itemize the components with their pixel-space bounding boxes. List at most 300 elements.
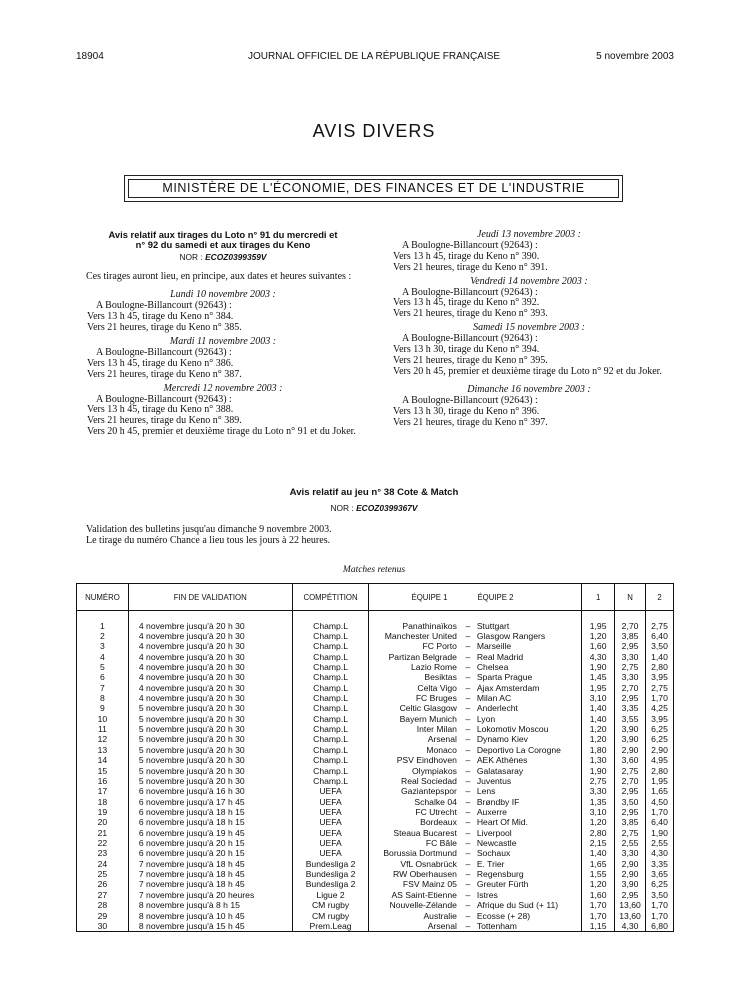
issue-date: 5 novembre 2003 [596, 51, 674, 62]
day-line: Vers 21 heures, tirage du Keno n° 385. [87, 322, 242, 334]
day-line: Vers 13 h 45, tirage du Keno n° 390. [393, 250, 540, 262]
team-separator: – [465, 775, 471, 786]
odds-n: 2,95 [615, 890, 646, 900]
team-separator: – [465, 817, 471, 828]
ministry-heading: MINISTÈRE DE L'ÉCONOMIE, DES FINANCES ET DE L'INDUSTRIE [124, 175, 623, 202]
team-1: RW Oberhausen [369, 869, 461, 879]
team-separator: – [465, 806, 471, 817]
validation-deadline: 6 novembre jusqu'à 17 h 45 [128, 797, 292, 807]
team-separator: – [465, 765, 471, 776]
team-1: Bordeaux [369, 817, 461, 827]
odds-1: 1,40 [582, 703, 615, 713]
odds-n: 2,75 [615, 662, 646, 672]
validation-deadline: 6 novembre jusqu'à 18 h 15 [128, 817, 292, 827]
odds-n: 3,90 [615, 724, 646, 734]
match-number: 8 [77, 693, 129, 703]
competition: Champ.L [292, 724, 369, 734]
odds-2: 2,80 [646, 766, 674, 776]
team-2: Anderlecht [475, 703, 582, 713]
team-1: FC Bruges [369, 693, 461, 703]
team-2: Ajax Amsterdam [475, 683, 582, 693]
odds-1: 1,65 [582, 859, 615, 869]
validation-deadline: 4 novembre jusqu'à 20 h 30 [128, 662, 292, 672]
table-row [77, 714, 674, 724]
team-separator: – [465, 920, 471, 931]
day-line: Vers 21 heures, tirage du Keno n° 393. [393, 308, 548, 320]
team-separator: – [465, 869, 471, 880]
table-row [77, 672, 674, 682]
team-1: Steaua Bucarest [369, 828, 461, 838]
odds-n: 2,75 [615, 766, 646, 776]
team-separator: – [465, 651, 471, 662]
validation-deadline: 4 novembre jusqu'à 20 h 30 [128, 641, 292, 651]
day-place: A Boulogne-Billancourt (92643) : [96, 346, 232, 358]
competition: CM rugby [292, 911, 369, 921]
day-place: A Boulogne-Billancourt (92643) : [402, 333, 538, 345]
odds-2: 1,70 [646, 911, 674, 921]
table-row [77, 683, 674, 693]
odds-1: 1,90 [582, 662, 615, 672]
team-separator: – [465, 744, 471, 755]
validation-deadline: 4 novembre jusqu'à 20 h 30 [128, 693, 292, 703]
day-line: Vers 13 h 30, tirage du Keno n° 396. [393, 405, 540, 417]
team-separator: – [465, 848, 471, 859]
odds-1: 2,80 [582, 828, 615, 838]
competition: UEFA [292, 807, 369, 817]
odds-2: 3,95 [646, 672, 674, 682]
competition: Champ.L [292, 693, 369, 703]
match-number: 10 [77, 714, 129, 724]
odds-1: 1,60 [582, 890, 615, 900]
team-1: Inter Milan [369, 724, 461, 734]
team-separator: – [465, 838, 471, 849]
day-place: A Boulogne-Billancourt (92643) : [402, 286, 538, 298]
team-2: Marseille [475, 641, 582, 651]
odds-n: 2,95 [615, 641, 646, 651]
validation-deadline: 5 novembre jusqu'à 20 h 30 [128, 703, 292, 713]
avis2-chance-text: Le tirage du numéro Chance a lieu tous les jours à 22 heures. [86, 535, 331, 546]
team-2: Auxerre [475, 807, 582, 817]
odds-n: 2,90 [615, 859, 646, 869]
odds-2: 4,50 [646, 797, 674, 807]
validation-deadline: 4 novembre jusqu'à 20 h 30 [128, 683, 292, 693]
validation-deadline: 4 novembre jusqu'à 20 h 30 [128, 631, 292, 641]
odds-1: 1,95 [582, 683, 615, 693]
team-separator: – [465, 827, 471, 838]
odds-2: 2,80 [646, 662, 674, 672]
match-number: 20 [77, 817, 129, 827]
nor-label: NOR : [330, 503, 354, 513]
match-number: 22 [77, 838, 129, 848]
validation-deadline: 8 novembre jusqu'à 10 h 45 [128, 911, 292, 921]
col-header-team2: ÉQUIPE 2 [477, 592, 514, 602]
match-number: 16 [77, 776, 129, 786]
match-number: 14 [77, 755, 129, 765]
day-date: Mercredi 12 novembre 2003 : [163, 382, 283, 394]
match-number: 18 [77, 797, 129, 807]
match-number: 24 [77, 859, 129, 869]
odds-2: 2,75 [646, 683, 674, 693]
team-1: Borussia Dortmund [369, 848, 461, 858]
odds-n: 2,95 [615, 693, 646, 703]
team-separator: – [465, 713, 471, 724]
avis1-title-line2: n° 92 du samedi et aux tirages du Keno [135, 239, 311, 251]
team-1: Monaco [369, 745, 461, 755]
team-separator: – [465, 796, 471, 807]
odds-1: 3,10 [582, 807, 615, 817]
team-2: Galatasaray [475, 766, 582, 776]
nor-label: NOR : [179, 251, 203, 262]
odds-2: 3,50 [646, 641, 674, 651]
match-number: 2 [77, 631, 129, 641]
avis2-title: Avis relatif au jeu n° 38 Cote & Match [289, 487, 459, 498]
team-1: FC Porto [369, 641, 461, 651]
match-number: 5 [77, 662, 129, 672]
validation-deadline: 5 novembre jusqu'à 20 h 30 [128, 734, 292, 744]
odds-2: 6,40 [646, 631, 674, 641]
col-header-num: NUMÉRO [77, 584, 129, 611]
validation-deadline: 5 novembre jusqu'à 20 h 30 [128, 776, 292, 786]
team-separator: – [465, 724, 471, 735]
competition: Champ.L [292, 766, 369, 776]
match-number: 29 [77, 911, 129, 921]
competition: Champ.L [292, 714, 369, 724]
day-place: A Boulogne-Billancourt (92643) : [402, 239, 538, 251]
validation-deadline: 6 novembre jusqu'à 16 h 30 [128, 786, 292, 796]
validation-deadline: 6 novembre jusqu'à 20 h 15 [128, 838, 292, 848]
odds-n: 3,30 [615, 672, 646, 682]
team-1: Bayern Munich [369, 714, 461, 724]
odds-1: 1,40 [582, 848, 615, 858]
table-row [77, 621, 674, 631]
validation-deadline: 5 novembre jusqu'à 20 h 30 [128, 724, 292, 734]
competition: Champ.L [292, 776, 369, 786]
team-2: Regensburg [475, 869, 582, 879]
odds-2: 1,95 [646, 776, 674, 786]
team-1: Manchester United [369, 631, 461, 641]
odds-n: 2,75 [615, 828, 646, 838]
day-line: Vers 21 heures, tirage du Keno n° 389. [87, 415, 242, 427]
odds-n: 4,30 [615, 921, 646, 932]
col-header-teams [369, 584, 582, 611]
team-1: Gaziantepspor [369, 786, 461, 796]
table-row [77, 921, 674, 932]
competition: Champ.L [292, 631, 369, 641]
odds-2: 4,30 [646, 848, 674, 858]
competition: Champ.L [292, 755, 369, 765]
odds-n: 2,70 [615, 621, 646, 631]
odds-n: 13,60 [615, 900, 646, 910]
validation-deadline: 5 novembre jusqu'à 20 h 30 [128, 745, 292, 755]
table-row [77, 807, 674, 817]
validation-deadline: 5 novembre jusqu'à 20 h 30 [128, 714, 292, 724]
competition: Champ.L [292, 745, 369, 755]
team-2: Glasgow Rangers [475, 631, 582, 641]
table-row [77, 859, 674, 869]
odds-1: 1,20 [582, 879, 615, 889]
team-2: Real Madrid [475, 652, 582, 662]
odds-2: 6,80 [646, 921, 674, 932]
validation-deadline: 7 novembre jusqu'à 18 h 45 [128, 879, 292, 889]
odds-2: 2,55 [646, 838, 674, 848]
odds-n: 2,70 [615, 776, 646, 786]
competition: UEFA [292, 797, 369, 807]
validation-deadline: 7 novembre jusqu'à 20 heures [128, 890, 292, 900]
team-separator: – [465, 703, 471, 714]
nor-code: ECOZ0399359V [205, 251, 267, 262]
table-row [77, 900, 674, 910]
match-number: 25 [77, 869, 129, 879]
team-1: Panathinaïkos [369, 621, 461, 631]
match-number: 21 [77, 828, 129, 838]
team-separator: – [465, 641, 471, 652]
odds-1: 4,30 [582, 652, 615, 662]
odds-n: 3,55 [615, 714, 646, 724]
competition: Bundesliga 2 [292, 879, 369, 889]
match-number: 7 [77, 683, 129, 693]
validation-deadline: 4 novembre jusqu'à 20 h 30 [128, 652, 292, 662]
validation-deadline: 8 novembre jusqu'à 15 h 45 [128, 921, 292, 932]
day-line: Vers 20 h 45, premier et deuxième tirage du Loto n° 92 et du Joker. [393, 365, 662, 377]
day-line: Vers 13 h 45, tirage du Keno n° 388. [87, 404, 234, 416]
odds-2: 2,75 [646, 621, 674, 631]
team-1: Australie [369, 911, 461, 921]
table-row [77, 734, 674, 744]
match-number: 13 [77, 745, 129, 755]
matches-table [76, 583, 674, 932]
odds-n: 3,35 [615, 703, 646, 713]
table-row [77, 641, 674, 651]
nor-code: ECOZ0399367V [356, 503, 418, 513]
table-row [77, 848, 674, 858]
team-separator: – [465, 910, 471, 921]
team-2: Lens [475, 786, 582, 796]
team-1: PSV Eindhoven [369, 755, 461, 765]
odds-n: 2,90 [615, 745, 646, 755]
team-1: Nouvelle-Zélande [369, 900, 461, 910]
team-1: FSV Mainz 05 [369, 879, 461, 889]
team-2: Milan AC [475, 693, 582, 703]
day-line: Vers 13 h 45, tirage du Keno n° 384. [87, 311, 234, 323]
col-header-oddn: N [615, 584, 646, 611]
table-row [77, 911, 674, 921]
team-separator: – [465, 889, 471, 900]
competition: Bundesliga 2 [292, 859, 369, 869]
odds-n: 3,90 [615, 734, 646, 744]
team-2: Lokomotiv Moscou [475, 724, 582, 734]
odds-n: 2,95 [615, 786, 646, 796]
col-header-odd1: 1 [582, 584, 615, 611]
odds-1: 1,40 [582, 714, 615, 724]
odds-n: 3,50 [615, 797, 646, 807]
table-row [77, 879, 674, 889]
team-2: Brøndby IF [475, 797, 582, 807]
team-2: Ecosse (+ 28) [475, 911, 582, 921]
team-1: Celta Vigo [369, 683, 461, 693]
odds-2: 1,70 [646, 900, 674, 910]
competition: Champ.L [292, 672, 369, 682]
match-number: 26 [77, 879, 129, 889]
table-row [77, 703, 674, 713]
competition: Prem.Leag [292, 921, 369, 932]
odds-2: 6,25 [646, 724, 674, 734]
team-separator: – [465, 672, 471, 683]
team-1: Arsenal [369, 734, 461, 744]
team-2: Afrique du Sud (+ 11) [475, 900, 582, 910]
competition: Champ.L [292, 734, 369, 744]
team-1: Besiktas [369, 672, 461, 682]
table-caption: Matches retenus [342, 565, 406, 575]
validation-deadline: 6 novembre jusqu'à 19 h 45 [128, 828, 292, 838]
competition: CM rugby [292, 900, 369, 910]
team-2: Tottenham [475, 921, 582, 932]
team-1: Celtic Glasgow [369, 703, 461, 713]
avis1-nor [76, 252, 370, 263]
team-separator: – [465, 755, 471, 766]
match-number: 12 [77, 734, 129, 744]
team-separator: – [465, 661, 471, 672]
team-2: Sparta Prague [475, 672, 582, 682]
odds-2: 1,40 [646, 652, 674, 662]
validation-deadline: 4 novembre jusqu'à 20 h 30 [128, 672, 292, 682]
day-date: Mardi 11 novembre 2003 : [169, 336, 277, 348]
team-2: Istres [475, 890, 582, 900]
team-1: Schalke 04 [369, 797, 461, 807]
table-row [77, 869, 674, 879]
match-number: 4 [77, 652, 129, 662]
team-2: Sochaux [475, 848, 582, 858]
team-separator: – [465, 620, 471, 631]
odds-1: 1,20 [582, 631, 615, 641]
table-row [77, 652, 674, 662]
odds-n: 3,85 [615, 817, 646, 827]
validation-deadline: 5 novembre jusqu'à 20 h 30 [128, 755, 292, 765]
table-row [77, 786, 674, 796]
odds-2: 6,25 [646, 879, 674, 889]
team-separator: – [465, 900, 471, 911]
odds-1: 1,55 [582, 869, 615, 879]
competition: UEFA [292, 838, 369, 848]
team-1: FC Utrecht [369, 807, 461, 817]
table-row [77, 693, 674, 703]
day-line: Vers 13 h 30, tirage du Keno n° 394. [393, 344, 540, 356]
journal-title: JOURNAL OFFICIEL DE LA RÉPUBLIQUE FRANÇAISE [247, 51, 501, 62]
odds-1: 2,75 [582, 776, 615, 786]
team-2: Stuttgart [475, 621, 582, 631]
odds-n: 2,55 [615, 838, 646, 848]
table-row [77, 838, 674, 848]
team-2: Juventus [475, 776, 582, 786]
team-1: AS Saint-Etienne [369, 890, 461, 900]
table-row [77, 662, 674, 672]
team-separator: – [465, 879, 471, 890]
odds-n: 3,30 [615, 848, 646, 858]
match-number: 6 [77, 672, 129, 682]
odds-2: 2,90 [646, 745, 674, 755]
avis1-intro: Ces tirages auront lieu, en principe, aux dates et heures suivantes : [86, 270, 352, 282]
col-header-sep [461, 593, 475, 602]
odds-2: 4,25 [646, 703, 674, 713]
team-2: Liverpool [475, 828, 582, 838]
odds-2: 4,95 [646, 755, 674, 765]
validation-deadline: 4 novembre jusqu'à 20 h 30 [128, 621, 292, 631]
odds-1: 1,45 [582, 672, 615, 682]
odds-1: 3,10 [582, 693, 615, 703]
validation-deadline: 7 novembre jusqu'à 18 h 45 [128, 869, 292, 879]
avis1-left-column [76, 230, 370, 438]
competition: Ligue 2 [292, 890, 369, 900]
col-header-fin: FIN DE VALIDATION [128, 584, 292, 611]
odds-2: 6,40 [646, 817, 674, 827]
odds-n: 13,60 [615, 911, 646, 921]
odds-2: 6,25 [646, 734, 674, 744]
team-separator: – [465, 693, 471, 704]
team-separator: – [465, 630, 471, 641]
table-row [77, 755, 674, 765]
competition: Champ.L [292, 652, 369, 662]
table-row [77, 724, 674, 734]
competition: Champ.L [292, 683, 369, 693]
avis2-validation-text: Validation des bulletins jusqu'au dimanche 9 novembre 2003. [86, 524, 332, 535]
team-2: Greuter Fürth [475, 879, 582, 889]
odds-2: 1,70 [646, 693, 674, 703]
odds-2: 3,35 [646, 859, 674, 869]
day-line: Vers 13 h 45, tirage du Keno n° 392. [393, 297, 540, 309]
team-2: E. Trier [475, 859, 582, 869]
table-row [77, 631, 674, 641]
day-place: A Boulogne-Billancourt (92643) : [96, 300, 232, 312]
avis1-title-line1: Avis relatif aux tirages du Loto n° 91 du mercredi et [108, 229, 338, 240]
odds-n: 2,95 [615, 807, 646, 817]
team-separator: – [465, 682, 471, 693]
odds-1: 1,60 [582, 641, 615, 651]
team-1: Lazio Rome [369, 662, 461, 672]
odds-1: 1,15 [582, 921, 615, 932]
team-1: VfL Osnabrück [369, 859, 461, 869]
team-1: Partizan Belgrade [369, 652, 461, 662]
col-header-team1: ÉQUIPE 1 [411, 592, 448, 602]
competition: Champ.L [292, 621, 369, 631]
odds-n: 3,85 [615, 631, 646, 641]
match-number: 9 [77, 703, 129, 713]
day-line: Vers 20 h 45, premier et deuxième tirage du Loto n° 91 et du Joker. [87, 426, 356, 438]
odds-n: 2,90 [615, 869, 646, 879]
odds-1: 1,80 [582, 745, 615, 755]
table-header-row [77, 584, 674, 611]
validation-deadline: 6 novembre jusqu'à 20 h 15 [128, 848, 292, 858]
odds-1: 1,35 [582, 797, 615, 807]
odds-2: 1,65 [646, 786, 674, 796]
odds-n: 3,90 [615, 879, 646, 889]
team-2: Heart Of Mid. [475, 817, 582, 827]
match-number: 11 [77, 724, 129, 734]
avis2-nor [0, 503, 748, 513]
day-line: Vers 13 h 45, tirage du Keno n° 386. [87, 357, 234, 369]
team-separator: – [465, 734, 471, 745]
odds-1: 1,20 [582, 734, 615, 744]
match-number: 1 [77, 621, 129, 631]
match-number: 19 [77, 807, 129, 817]
team-2: Chelsea [475, 662, 582, 672]
team-1: Olympiakos [369, 766, 461, 776]
day-place: A Boulogne-Billancourt (92643) : [96, 393, 232, 405]
odds-2: 3,50 [646, 890, 674, 900]
odds-2: 3,65 [646, 869, 674, 879]
table-row [77, 797, 674, 807]
table-row [77, 745, 674, 755]
match-number: 17 [77, 786, 129, 796]
competition: Champ.L [292, 662, 369, 672]
